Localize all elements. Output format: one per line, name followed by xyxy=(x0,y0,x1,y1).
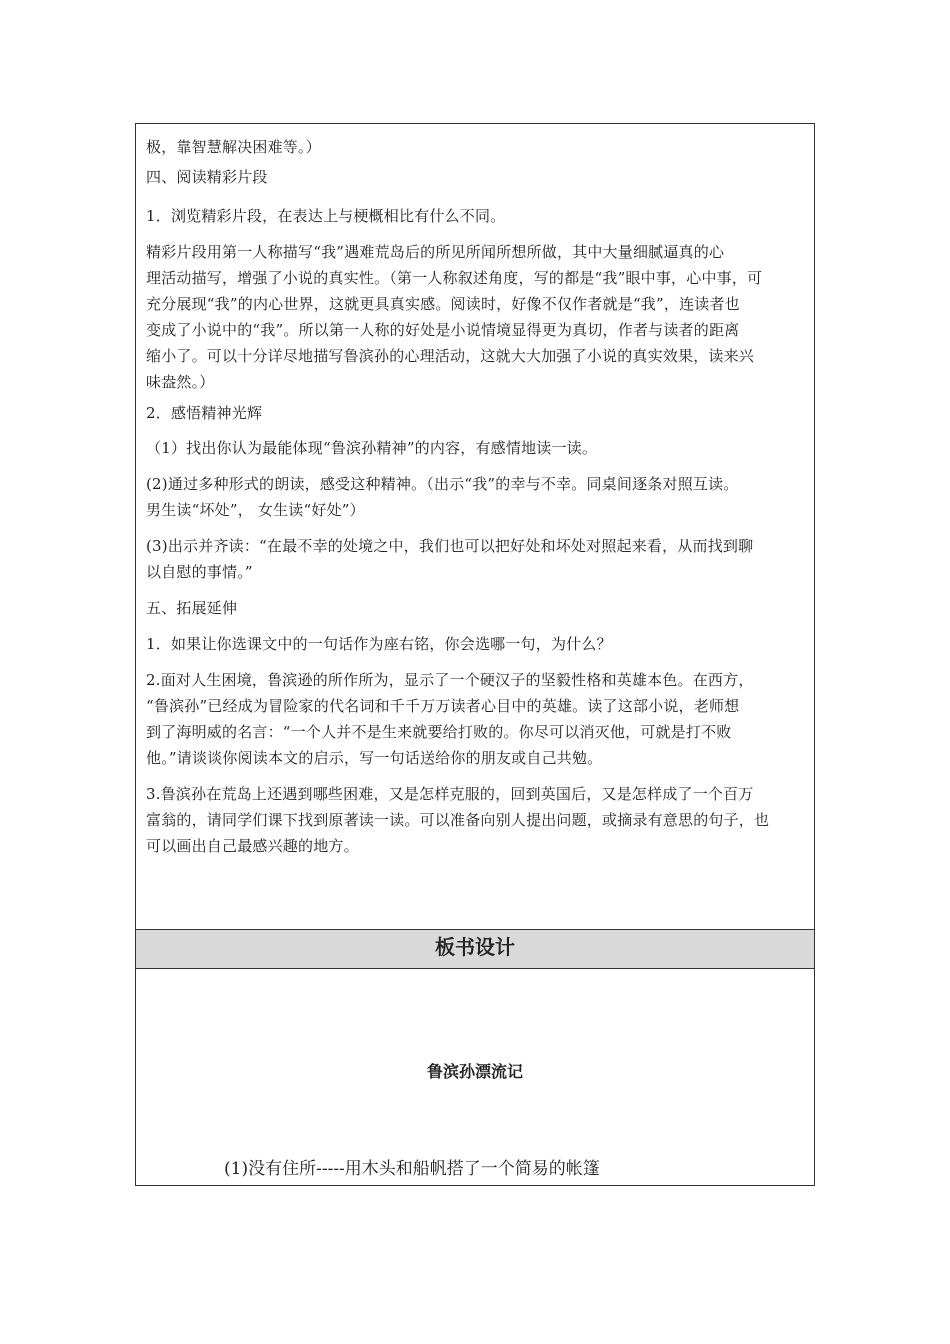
paragraph-line: 变成了小说中的“我”。所以第一人称的好处是小说情境显得更为真切，作者与读者的距离 xyxy=(146,321,740,339)
paragraph-line: 1．如果让你选课文中的一句话作为座右铭，你会选哪一句，为什么？ xyxy=(146,635,612,653)
paragraph-line: 他。”请谈谈你阅读本文的启示，写一句话送给你的朋友或自己共勉。 xyxy=(146,749,603,767)
paragraph-line: (2)通过多种形式的朗读，感受这种精神。（出示“我”的幸与不幸。同桌间逐条对照互读。 xyxy=(146,475,739,493)
paragraph-line: (3)出示并齐读：“在最不幸的处境之中，我们也可以把好处和坏处对照起来看，从而找到聊 xyxy=(146,537,754,555)
paragraph-line: 极，靠智慧解决困难等。） xyxy=(146,138,321,156)
paragraph-line: 充分展现“我”的内心世界，这就更具真实感。阅读时，好像不仅作者就是“我”，连读者也 xyxy=(146,295,740,313)
paragraph-line: 到了海明威的名言：“一个人并不是生来就要给打败的。你尽可以消灭他，可就是打不败 xyxy=(146,723,732,741)
paragraph-line: 精彩片段用第一人称描写“我”遇难荒岛后的所见所闻所想所做，其中大量细腻逼真的心 xyxy=(146,243,725,261)
paragraph-line: 理活动描写，增强了小说的真实性。（第一人称叙述角度，写的都是“我”眼中事，心中事，可 xyxy=(146,269,763,287)
paragraph-line: 四、阅读精彩片段 xyxy=(146,168,268,186)
paragraph-line: 男生读“坏处”， 女生读“好处”） xyxy=(146,501,365,519)
paragraph-line: 2．感悟精神光辉 xyxy=(146,404,263,422)
paragraph-line: 以自慰的事情。” xyxy=(146,563,253,581)
paragraph-line: 可以画出自己最感兴趣的地方。 xyxy=(146,837,359,855)
board-line: (1)没有住所-----用木头和船帆搭了一个简易的帐篷 xyxy=(224,1159,600,1179)
paragraph-line: 缩小了。可以十分详尽地描写鲁滨孙的心理活动，这就大大加强了小说的真实效果，读来兴 xyxy=(146,347,755,365)
paragraph-line: 富翁的，请同学们课下找到原著读一读。可以准备向别人提出问题，或摘录有意思的句子，也 xyxy=(146,811,770,829)
paragraph-line: “鲁滨孙”已经成为冒险家的代名词和千千万万读者心目中的英雄。读了这部小说，老师想 xyxy=(146,697,740,715)
lesson-table xyxy=(135,123,815,1186)
paragraph-line: 味盎然。） xyxy=(146,373,215,391)
paragraph-line: 五、拓展延伸 xyxy=(146,599,238,617)
paragraph-line: 3.鲁滨孙在荒岛上还遇到哪些困难，又是怎样克服的，回到英国后，又是怎样成了一个百万 xyxy=(146,785,754,803)
lesson-content xyxy=(136,124,814,929)
section-header: 板书设计 xyxy=(136,929,814,969)
paragraph-line: 1．浏览精彩片段，在表达上与梗概相比有什么不同。 xyxy=(146,207,506,225)
paragraph-line: 2.面对人生困境，鲁滨逊的所作所为，显示了一个硬汉子的坚毅性格和英雄本色。在西方， xyxy=(146,671,754,689)
board-title: 鲁滨孙漂流记 xyxy=(426,1062,523,1081)
paragraph-line: （1）找出你认为最能体现“鲁滨孙精神”的内容，有感情地读一读。 xyxy=(146,439,598,457)
